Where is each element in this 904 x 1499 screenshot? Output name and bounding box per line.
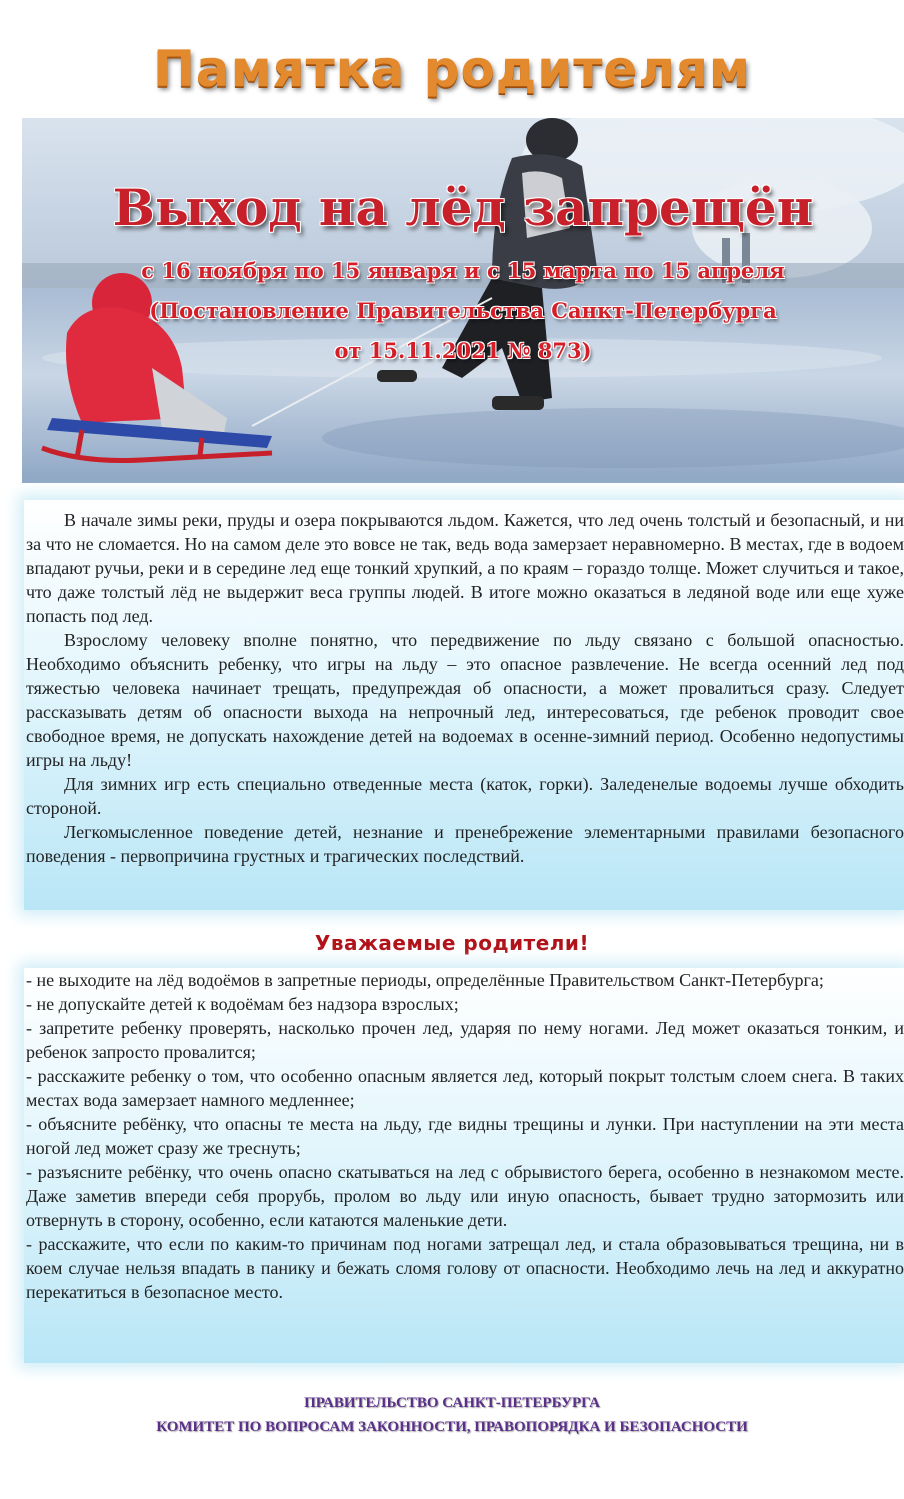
- intro-paragraph: В начале зимы реки, пруды и озера покрываются льдом. Кажется, что лед очень толстый и безопасный, и ни за что не сломается. Но на самом деле это вовсе не так, ведь вода замерзает неравномерно. В местах, где в водоем впадают ручьи, реки и в середине лед еще тонкий хрупкий, а по краям – гораздо толще. Может случиться и такое, что даже толстый лёд не выдержит веса группы людей. В итоге можно оказаться в ледяной воде или еще хуже попасть под лед.: [26, 510, 904, 626]
- footer-committee: КОМИТЕТ ПО ВОПРОСАМ ЗАКОННОСТИ, ПРАВОПОРЯДКА И БЕЗОПАСНОСТИ: [156, 1419, 748, 1435]
- banner-heading: Выход на лёд запрещён: [112, 178, 814, 237]
- advice-item: - объясните ребёнку, что опасны те места на льду, где видны трещины и лунки. При наступлении на эти места ногой лед может сразу же треснуть;: [26, 1114, 904, 1158]
- advice-list: [26, 968, 904, 1304]
- footer-government: ПРАВИТЕЛЬСТВО САНКТ-ПЕТЕРБУРГА: [304, 1395, 600, 1411]
- advice-item: - расскажите ребенку о том, что особенно опасным является лед, который покрыт толстым слоем снега. В таких местах вода замерзает намного медленнее;: [26, 1066, 904, 1110]
- banner-dates: с 16 ноября по 15 января и с 15 марта по 15 апреля: [141, 258, 785, 283]
- banner-decree-date: от 15.11.2021 № 873): [334, 338, 592, 363]
- advice-item: - не допускайте детей к водоёмам без надзора взрослых;: [26, 994, 459, 1014]
- intro-paragraph: Для зимних игр есть специально отведенные места (каток, горки). Заледенелые водоемы лучше обходить стороной.: [26, 774, 904, 818]
- advice-item: - разъясните ребёнку, что очень опасно скатываться на лед с обрывистого берега, особенно в незнакомом месте. Даже заметив впереди себя прорубь, пролом во льду или иную опасность, бывает трудно затормозить или отвернуть в сторону, особенно, если катаются маленькие дети.: [26, 1162, 904, 1230]
- advice-heading: Уважаемые родители!: [314, 931, 590, 955]
- intro-paragraph: Легкомысленное поведение детей, незнание и пренебрежение элементарными правилами безопасного поведения - первопричина грустных и трагических последствий.: [26, 822, 904, 866]
- banner-decree: (Постановление Правительства Санкт-Петербурга: [149, 298, 777, 323]
- page-title: Памятка родителям: [153, 40, 751, 98]
- intro-text: [26, 508, 904, 868]
- intro-paragraph: Взрослому человеку вполне понятно, что передвижение по льду связано с большой опасностью. Необходимо объяснить ребенку, что игры на льду – это опасное развлечение. Не всегда осенний лед под тяжестью человека начинает трещать, предупреждая об опасности, а может провалиться сразу. Следует рассказывать детям об опасности выхода на непрочный лед, интересоваться, где ребенок проводит свое свободное время, не допускать нахождение детей на водоемах в осенне-зимний период. Особенно недопустимы игры на льду!: [26, 630, 904, 770]
- banner-image: [22, 118, 904, 483]
- advice-item: - расскажите, что если по каким-то причинам под ногами затрещал лед, и стала образовываться трещина, ни в коем случае нельзя впадать в панику и бежать сломя голову от опасности. Необходимо лечь на лед и аккуратно перекатиться в безопасное место.: [26, 1234, 904, 1302]
- advice-item: - не выходите на лёд водоёмов в запретные периоды, определённые Правительством Санкт-Петербурга;: [26, 970, 824, 990]
- advice-item: - запретите ребенку проверять, насколько прочен лед, ударяя по нему ногами. Лед может оказаться тонким, и ребенок запросто провалится;: [26, 1018, 904, 1062]
